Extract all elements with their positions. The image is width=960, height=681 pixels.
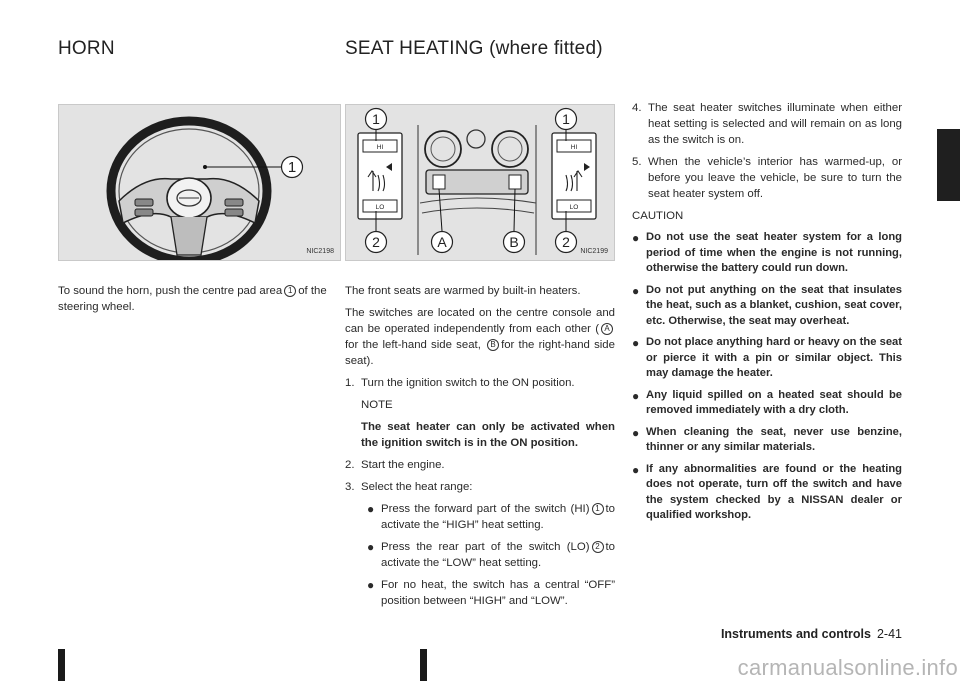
seat-intro: The front seats are warmed by built-in heaters.: [345, 285, 581, 297]
list-item: ● Do not use the seat heater system for a long period of time when the engine is not running, otherwise the battery could run down.: [632, 230, 902, 277]
footer-page-number: 2-41: [876, 627, 902, 641]
bullet-icon: ●: [367, 502, 375, 516]
horn-figure-code: NIC2198: [306, 248, 334, 255]
heat-range-list: [345, 501, 615, 609]
seat-callout-b-icon: [504, 232, 525, 253]
bullet-icon: ●: [632, 462, 640, 477]
list-item: ● When cleaning the seat, never use benzine, thinner or any similar materials.: [632, 425, 902, 456]
footer-section: Instruments and controls: [720, 627, 871, 641]
list-item: ● Any liquid spilled on a heated seat should be removed immediately with a dry cloth.: [632, 388, 902, 419]
seat-heating-column: [345, 283, 615, 615]
step-1: 1. Turn the ignition switch to the ON position.: [345, 377, 575, 389]
callout-a-marker-icon: A: [601, 323, 613, 335]
bullet-icon: ●: [632, 336, 640, 350]
seat-heating-heading: SEAT HEATING (where fitted): [345, 38, 603, 59]
note-text: The seat heater can only be activated when the ignition switch is in the ON position.: [361, 421, 615, 449]
svg-text:1: 1: [562, 111, 570, 127]
step-3: 3. Select the heat range:: [345, 481, 473, 493]
step-5: 5. When the vehicle’s interior has warmed-up, or before you leave the vehicle, be sure to turn the seat heater system off.: [632, 156, 902, 200]
watermark: carmanualsonline.info: [737, 655, 958, 680]
horn-text-before: To sound the horn, push the centre pad area: [58, 285, 283, 297]
horn-paragraph: [58, 283, 328, 315]
right-lo-label: LO: [569, 204, 579, 211]
bullet-icon: ●: [632, 231, 640, 245]
page-footer: [721, 627, 902, 641]
callout-b-marker-icon: B: [487, 339, 499, 351]
list-item: ● For no heat, the switch has a central “OFF” position between “HIGH” and “LOW”.: [367, 578, 615, 607]
callout-2-marker-icon: 2: [592, 541, 604, 553]
list-item: ● Press the forward part of the switch (HI) 1 to activate the “HIGH” heat setting.: [367, 502, 615, 531]
bullet-icon: ●: [632, 283, 640, 298]
caution-list: [632, 230, 902, 524]
left-lo-label: LO: [375, 204, 385, 211]
seat-callout-a-icon: [432, 232, 453, 253]
svg-text:A: A: [437, 234, 447, 250]
right-hi-label: HI: [570, 144, 578, 151]
list-item: ● Do not place anything hard or heavy on the seat or pierce it with a pin or similar object. This may damage the heater.: [632, 335, 902, 382]
svg-text:1: 1: [372, 111, 380, 127]
bullet-icon: ●: [632, 388, 640, 403]
step-4: 4. The seat heater switches illuminate when either heat setting is selected and will remain on as long as the switch is on.: [632, 102, 902, 146]
horn-figure: [58, 104, 341, 261]
callout-1-marker-icon: 1: [592, 503, 604, 515]
svg-text:2: 2: [372, 234, 380, 250]
seat-heater-figure: [345, 104, 615, 261]
seat-callout-1-left-icon: [366, 109, 387, 130]
bullet-icon: ●: [367, 540, 375, 554]
note-label: NOTE: [361, 399, 393, 411]
svg-text:2: 2: [562, 234, 570, 250]
crop-mark-left: [58, 649, 65, 681]
seat-callout-1-right-icon: [556, 109, 577, 130]
horn-text-after: of the steering wheel.: [58, 285, 327, 313]
horn-heading: HORN: [58, 38, 115, 59]
svg-text:B: B: [509, 234, 519, 250]
list-item: ● If any abnormalities are found or the heating does not operate, turn off the switch and have the system checked by a NISSAN dealer or qualified workshop.: [632, 462, 902, 524]
list-item: ● Do not put anything on the seat that insulates the heat, such as a blanket, cushion, seat cover, etc. Otherwise, the seat may overheat.: [632, 283, 902, 330]
left-hi-label: HI: [376, 144, 384, 151]
caution-label: CAUTION: [632, 210, 684, 222]
seat-switch-location: The switches are located on the centre console and can be operated independently from each other ( Afor the left-hand side seat, B for the right-hand side seat).: [345, 307, 615, 367]
note-block: [345, 397, 615, 451]
callout-1-icon: [280, 155, 304, 179]
seat-callout-2-left-icon: [366, 232, 387, 253]
callout-1-marker-icon: 1: [284, 285, 296, 297]
step-2: 2. Start the engine.: [345, 459, 445, 471]
seat-figure-code: NIC2199: [580, 248, 608, 255]
crop-mark-middle: [420, 649, 427, 681]
bullet-icon: ●: [367, 578, 375, 592]
seat-heating-column-continued: [632, 100, 902, 530]
list-item: ● Press the rear part of the switch (LO) 2 to activate the “LOW” heat setting.: [367, 540, 615, 569]
steering-wheel-illustration: [59, 105, 340, 260]
bullet-icon: ●: [632, 425, 640, 440]
section-tab: [937, 129, 960, 201]
seat-heater-switches-illustration: [346, 105, 614, 260]
horn-callout-label: 1: [287, 159, 297, 176]
seat-callout-2-right-icon: [556, 232, 577, 253]
